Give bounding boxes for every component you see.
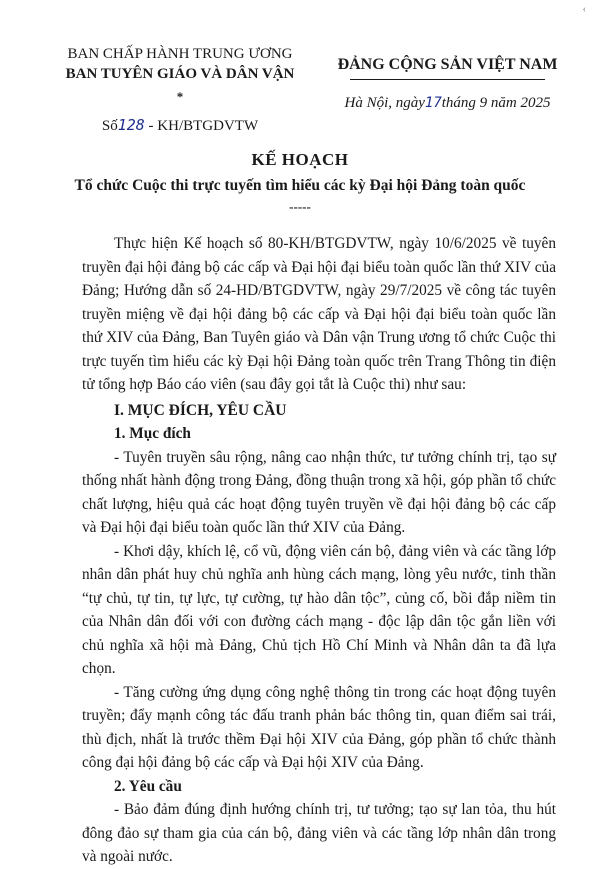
number-prefix: Số xyxy=(101,118,118,134)
section-heading: I. MỤC ĐÍCH, YÊU CẦU xyxy=(114,401,287,419)
corner-mark: ‹ xyxy=(582,4,586,15)
issuing-org-line2: BAN TUYÊN GIÁO VÀ DÂN VẬN xyxy=(65,66,295,82)
intro-paragraph: Thực hiện Kế hoạch số 80-KH/BTGDVTW, ngày 10/6/2025 về tuyên truyền đại hội đảng bộ các cấp và Đại hội đại biểu toàn quốc lần thứ XIV của Đảng; Hướng dẫn số 24-HD/BTGDVTW, ngày 29/7/2025 về công tác tuyên truyền miệng về đại hội đảng bộ các cấp và Đại hội đại biểu toàn quốc lần thứ XIV của Đảng, Ban Tuyên giáo và Dân vận Trung ương tổ chức Cuộc thi trực tuyến tìm hiểu các kỳ Đại hội Đảng toàn quốc trên Trang Thông tin điện tử tổng hợp Báo cáo viên (sau đây gọi tắt là Cuộc thi) như sau: xyxy=(82,235,556,393)
handwritten-number: 128 xyxy=(117,116,145,134)
requirement-paragraph: - Bảo đảm đúng định hướng chính trị, tư tưởng; tạo sự lan tỏa, thu hút đông đảo sự tham gia của cán bộ, đảng viên và các tầng lớp nhân dân trong và ngoài nước. xyxy=(82,801,556,865)
purpose-paragraph: - Khơi dậy, khích lệ, cổ vũ, động viên cán bộ, đảng viên và các tầng lớp nhân dân phát huy chủ nghĩa anh hùng cách mạng, lòng yêu nước, tinh thần “tự chủ, tự tin, tự lực, tự cường, tự hào dân tộc”, củng cố, bồi đắp niềm tin của Nhân dân đối với con đường cách mạng - độc lập dân tộc gắn liền với chủ nghĩa xã hội mà Đảng, Chủ tịch Hồ Chí Minh và Nhân dân ta đã lựa chọn. xyxy=(82,542,556,677)
date-suffix: tháng 9 năm 2025 xyxy=(441,95,551,111)
subsection-heading-requirements: 2. Yêu cầu xyxy=(114,777,182,795)
document-date xyxy=(330,95,565,112)
star-mark: * xyxy=(176,89,184,104)
party-name: ĐẢNG CỘNG SẢN VIỆT NAM xyxy=(337,56,558,73)
document-body xyxy=(82,232,556,869)
handwritten-day: 17 xyxy=(424,95,442,111)
date-prefix: Hà Nội, ngày xyxy=(344,95,425,111)
purpose-paragraph: - Tăng cường ứng dụng công nghệ thông tin trong các hoạt động tuyên truyền; đẩy mạnh công tác đấu tranh phản bác thông tin, quan điểm sai trái, thù địch, nhất là trước thềm Đại hội XIV của Đảng, góp phần tổ chức thành công đại hội đảng bộ các cấp và Đại hội XIV của Đảng. xyxy=(82,683,556,771)
document-subtitle: Tổ chức Cuộc thi trực tuyến tìm hiểu các kỳ Đại hội Đảng toàn quốc xyxy=(74,177,526,194)
title-separator: ----- xyxy=(289,199,311,214)
party-underline xyxy=(350,79,545,80)
issuing-org-line1: BAN CHẤP HÀNH TRUNG ƯƠNG xyxy=(67,46,293,62)
document-number xyxy=(60,116,300,135)
subsection-heading-purpose: 1. Mục đích xyxy=(114,425,191,442)
document-title: KẾ HOẠCH xyxy=(251,150,349,169)
number-suffix: - KH/BTGDVTW xyxy=(148,118,259,134)
purpose-paragraph: - Tuyên truyền sâu rộng, nâng cao nhận thức, tư tưởng chính trị, tạo sự thống nhất hành động trong Đảng, đồng thuận trong xã hội, góp phần tổ chức chất lượng, hiệu quả các hoạt động tuyên truyền về đại hội đảng bộ các cấp và Đại hội đại biểu toàn quốc lần thứ XIV của Đảng. xyxy=(82,448,556,536)
document-header xyxy=(0,0,600,150)
